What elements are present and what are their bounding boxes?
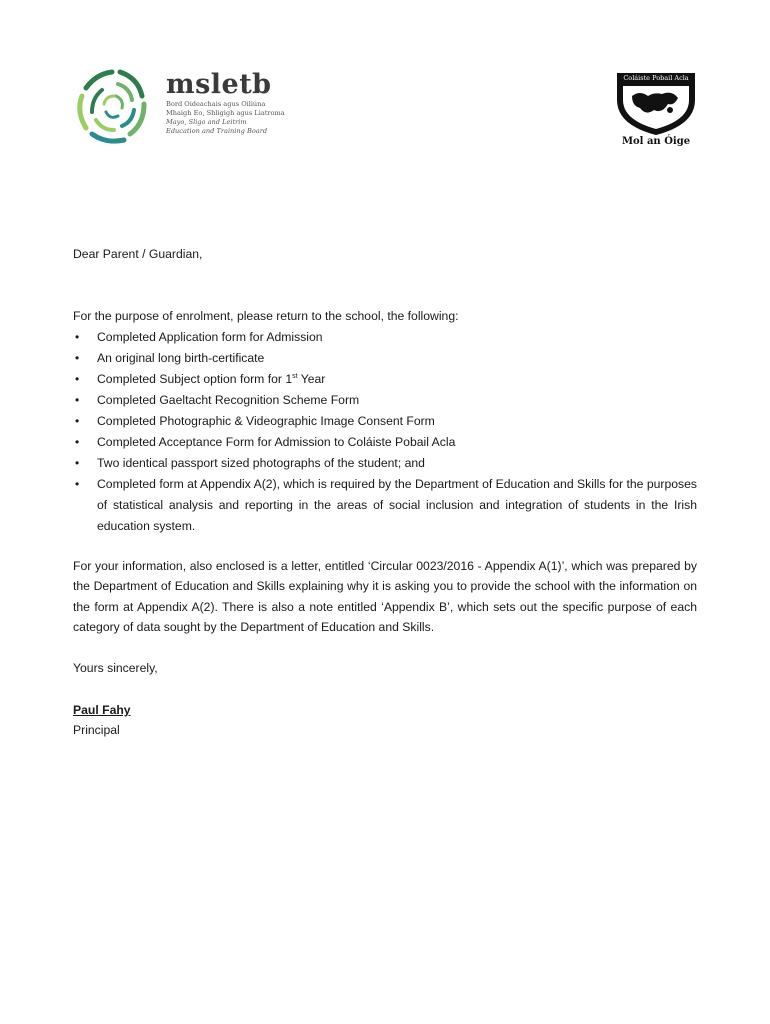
brand-english-line-2: Education and Training Board [166,127,268,135]
brand-irish-line-2: Mhaigh Eo, Shligigh agus Liatroma [166,109,285,117]
bullet-icon: • [75,330,80,344]
bullet-icon: • [75,372,80,386]
bullet-icon: • [75,477,80,491]
list-item: • Completed form at Appendix A(2), which is required by the Department of Education and Skills for the purposes of statistical analysis and reporting in the areas of social inclusion and integration of students in the Irish education system. [73,474,697,537]
list-item: • Completed Gaeltacht Recognition Scheme Form [73,390,697,411]
bullet-icon: • [75,351,80,365]
school-crest [612,70,700,152]
list-item: • Completed Photographic & Videographic Image Consent Form [73,411,697,432]
info-paragraph: For your information, also enclosed is a letter, entitled ‘Circular 0023/2016 - Appendix A(1)’, which was prepared by the Department of Education and Skills explaining why it is asking you to provide the school with the information on the form at Appendix A(2). There is also a note entitled ‘Appendix B’, which sets out the specific purpose of each category of data sought by the Department of Education and Skills. [73,559,697,635]
bullet-icon: • [75,393,80,407]
bullet-icon: • [75,435,80,449]
crest-motto: Mol an Óige [621,136,691,147]
crest-school-name: Coláiste Pobail Acla [623,74,689,82]
msletb-logo [72,66,302,151]
intro-text: For the purpose of enrolment, please return to the school, the following: [73,309,459,323]
closing: Yours sincerely, [73,661,158,675]
list-item: • Two identical passport sized photographs of the student; and [73,453,697,474]
salutation: Dear Parent / Guardian, [73,247,203,261]
signer-name: Paul Fahy [73,703,131,717]
brand-text-block [166,70,285,136]
signer-title: Principal [73,723,120,737]
bullet-icon: • [75,456,80,470]
list-item: • Completed Application form for Admission [73,327,697,348]
list-item: • An original long birth-certificate [73,348,697,369]
list-item: • Completed Subject option form for 1st Year [73,369,697,390]
bullet-icon: • [75,414,80,428]
brand-irish-line-1: Bord Oideachais agus Oiliúna [166,100,266,108]
list-item: • Completed Acceptance Form for Admission to Coláiste Pobail Acla [73,432,697,453]
requirements-list [73,327,697,537]
msletb-swirl-icon [72,66,156,150]
brand-name: msletb [166,69,272,100]
brand-english-line-1: Mayo, Sligo and Leitrim [166,118,247,126]
